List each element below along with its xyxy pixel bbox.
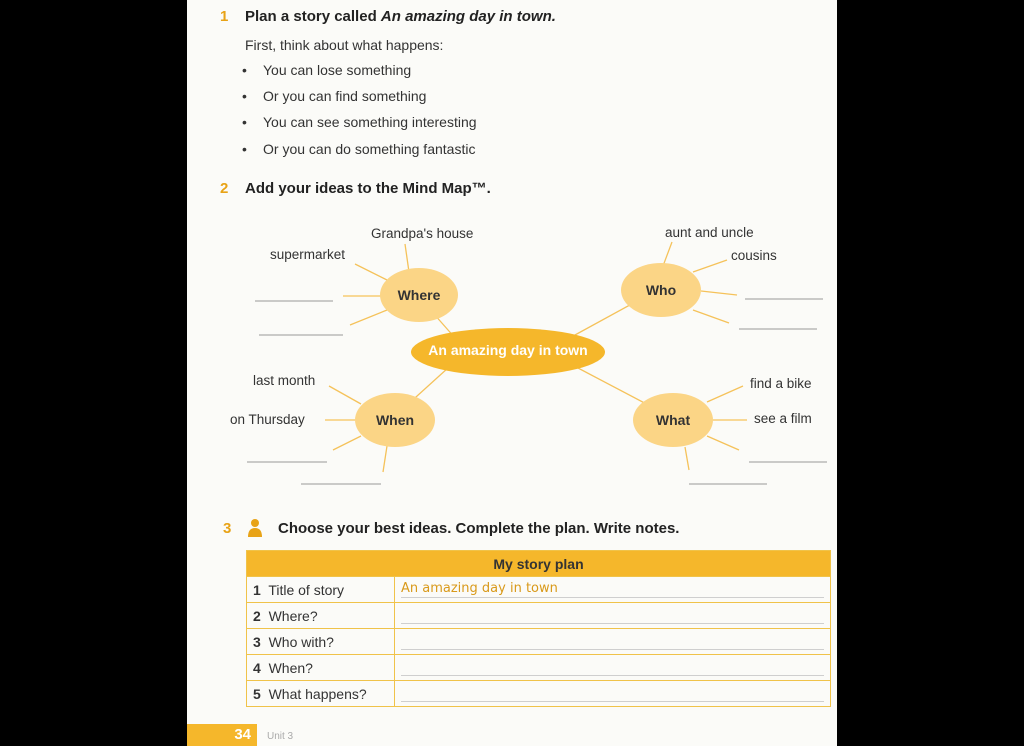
plan-row-value-field[interactable] bbox=[395, 655, 831, 681]
task3-heading: Choose your best ideas. Complete the plan. Write notes. bbox=[278, 520, 680, 537]
table-row bbox=[247, 577, 831, 603]
task2-number: 2 bbox=[220, 180, 229, 197]
table-row bbox=[247, 681, 831, 707]
where-node-label: Where bbox=[397, 287, 441, 303]
story-plan-title: My story plan bbox=[247, 551, 831, 577]
plan-row-value-field[interactable] bbox=[395, 603, 831, 629]
where-leaf: Grandpa's house bbox=[371, 226, 474, 241]
task1-heading-title: An amazing day in town. bbox=[380, 8, 556, 25]
person-icon bbox=[247, 518, 263, 538]
bullet-item: • Or you can do something fantastic bbox=[263, 141, 475, 157]
where-leaf: supermarket bbox=[270, 247, 346, 262]
bullet-item: • You can lose something bbox=[263, 62, 411, 78]
when-leaf: last month bbox=[253, 373, 316, 388]
page-number: 34 bbox=[234, 726, 251, 743]
plan-row-value-field[interactable] bbox=[395, 629, 831, 655]
bullet-item: • You can see something interesting bbox=[263, 114, 477, 130]
who-leaf: cousins bbox=[731, 248, 777, 263]
plan-row-label: 2 Where? bbox=[247, 603, 395, 629]
table-row bbox=[247, 603, 831, 629]
workbook-page bbox=[187, 0, 837, 746]
when-leaf: on Thursday bbox=[230, 412, 305, 427]
plan-row-label: 3 Who with? bbox=[247, 629, 395, 655]
task1-intro: First, think about what happens: bbox=[245, 37, 444, 53]
task3-number: 3 bbox=[223, 520, 232, 537]
story-plan-table bbox=[246, 550, 831, 707]
who-leaf: aunt and uncle bbox=[665, 225, 754, 240]
plan-row-label: 4 When? bbox=[247, 655, 395, 681]
mind-map-center-label: An amazing day in town bbox=[428, 342, 588, 358]
page-number-tab bbox=[187, 724, 257, 746]
task1-heading-prefix: Plan a story called bbox=[245, 8, 381, 25]
table-row bbox=[247, 629, 831, 655]
what-leaf: see a film bbox=[754, 411, 812, 426]
unit-label: Unit 3 bbox=[267, 731, 294, 742]
who-node-label: Who bbox=[645, 282, 677, 298]
task1-number: 1 bbox=[220, 8, 229, 25]
plan-row-label: 5 What happens? bbox=[247, 681, 395, 707]
what-node-label: What bbox=[655, 412, 691, 428]
plan-row-value-field[interactable] bbox=[395, 681, 831, 707]
when-node-label: When bbox=[375, 412, 415, 428]
plan-row-value-field[interactable]: An amazing day in town bbox=[395, 577, 831, 603]
table-row bbox=[247, 655, 831, 681]
bullet-item: • Or you can find something bbox=[263, 88, 426, 104]
task2-heading: Add your ideas to the Mind Map™. bbox=[245, 180, 491, 197]
what-leaf: find a bike bbox=[750, 376, 812, 391]
plan-row-label: 1 Title of story bbox=[247, 577, 395, 603]
